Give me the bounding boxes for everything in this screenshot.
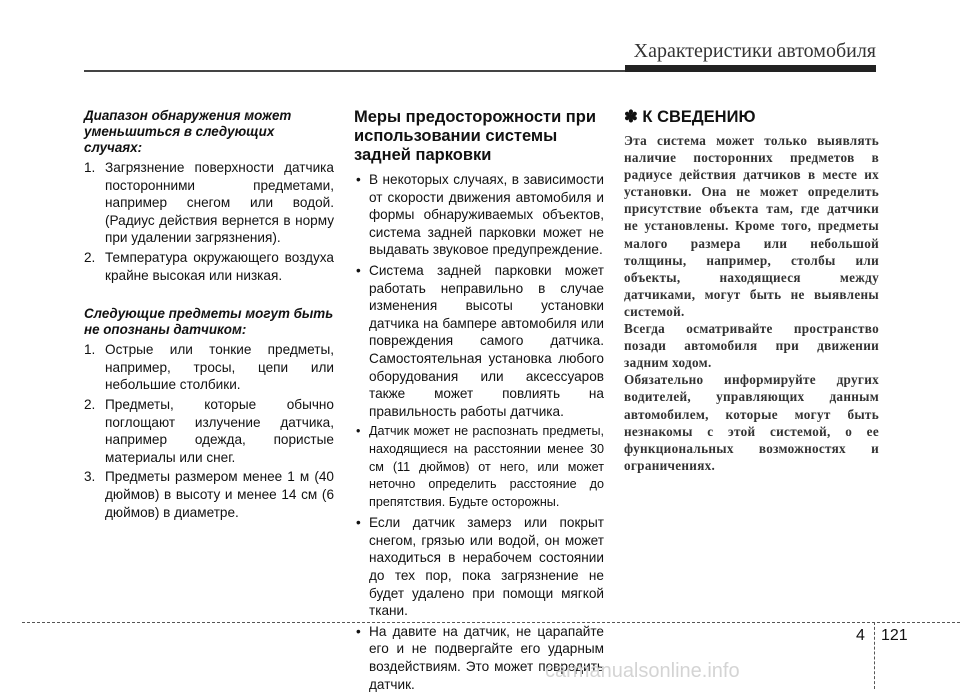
list-item: • На давите на датчик, не царапайте его и не подвергайте его ударным воздействиям. Это может повредить датчик. xyxy=(356,623,604,692)
left-column xyxy=(84,108,334,523)
list-item: 2. Температура окружающего воздуха крайне высокая или низкая. xyxy=(84,249,334,283)
notice-heading: ✽ К СВЕДЕНИЮ xyxy=(624,108,756,126)
list-item: • Датчик может не распознать предметы, находящиеся на расстоянии менее 30 см (11 дюймов) от него, или может неточно определить расстояние до препятствия. Будьте осторожны. xyxy=(356,424,604,509)
chapter-number: 4 xyxy=(856,627,865,644)
list-item: 3. Предметы размером менее 1 м (40 дюймов) в высоту и менее 14 см (6 дюймов) в диаметре. xyxy=(84,469,334,520)
footer-page-separator xyxy=(874,622,875,689)
undetected-objects-subtitle: Следующие предметы могут быть не опознаны датчиком: xyxy=(84,306,334,338)
watermark: carmanualsonline.info xyxy=(545,660,740,682)
header-accent-bar xyxy=(625,65,876,72)
asterisk-icon: ✽ xyxy=(624,108,638,126)
footer-divider xyxy=(22,622,960,623)
list-item: 2. Предметы, которые обычно поглощают излучение датчика, например одежда, пористые материалы или снег. xyxy=(84,396,334,465)
list-item: 1. Острые или тонкие предметы, например, тросы, цепи или небольшие столбики. xyxy=(84,342,334,393)
middle-column xyxy=(354,108,604,696)
precautions-list xyxy=(354,171,604,693)
list-item: • Если датчик замерз или покрыт снегом, грязью или водой, он может находиться в нерабочем состоянии до тех пор, пока загрязнение не будет удалено при помощи мягкой ткани. xyxy=(356,515,604,619)
list-item: • Система задней парковки может работать неправильно в случае изменения высоты установки датчика на бампере автомобиля или повреждения самого датчика. Самостоятельная установка любого оборудования или аксессуаров также может повлиять на правильность работы датчика. xyxy=(356,262,604,419)
detection-range-subtitle: Диапазон обнаружения может уменьшиться в следующих случаях: xyxy=(84,108,292,155)
list-item: • В некоторых случаях, в зависимости от скорости движения автомобиля и формы обнаруживаемых объектов, система задней парковки может не выдавать звуковое предупреждение. xyxy=(356,172,604,258)
section-title: Характеристики автомобиля xyxy=(633,40,876,62)
list-item: 1. Загрязнение поверхности датчика посторонними предметами, например снегом или водой. (Радиус действия вернется в норму при удалении загрязнения). xyxy=(84,160,334,246)
undetected-objects-list xyxy=(84,341,334,521)
notice-paragraph: Обязательно информируйте других водителей, управляющих данным автомобилем, которые могут быть незнакомы с этой системой, о ее функциональных возможностях и ограничениях. xyxy=(624,372,879,473)
range-reduction-list xyxy=(84,159,334,284)
page-number: 121 xyxy=(881,627,908,644)
notice-column xyxy=(624,108,879,474)
precautions-heading: Меры предосторожности при использовании системы задней парковки xyxy=(354,108,596,164)
notice-paragraph: Эта система может только выявлять наличие посторонних предметов в радиусе действия датчиков в месте их установки. Она не может определить присутствие объекта там, где датчики не установлены. Кроме того, предметы малого размера или небольшой толщины, например, столбы или объекты, находящиеся между датчиками, могут быть не выявлены системой. xyxy=(624,133,879,319)
notice-paragraph: Всегда осматривайте пространство позади автомобиля при движении задним ходом. xyxy=(624,321,879,371)
